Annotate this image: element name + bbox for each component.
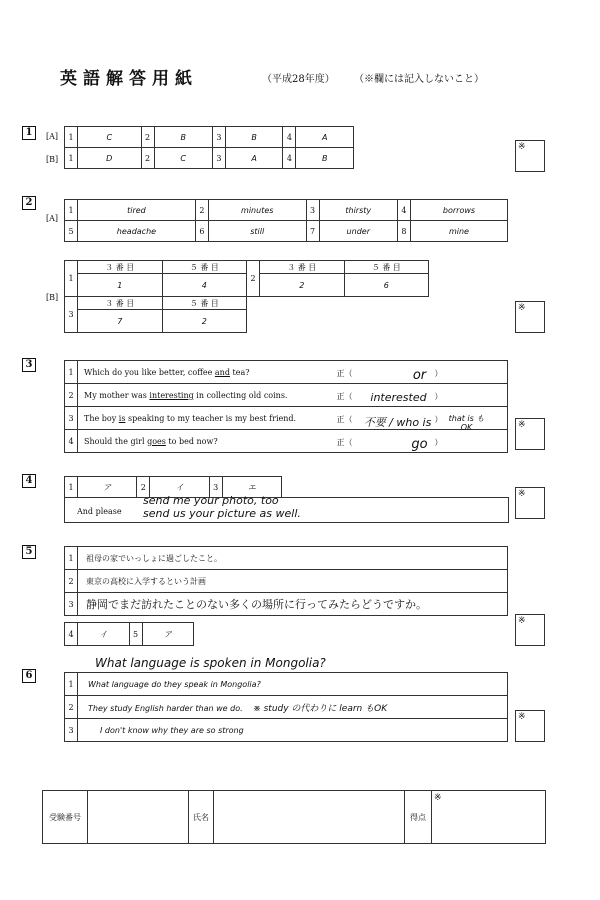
q2-b-label: [B] <box>46 293 59 302</box>
q3-close: ） <box>434 414 443 424</box>
q3-pre: Should the girl <box>84 436 148 446</box>
q5-answer: 静岡でまだ訪れたことのない多くの場所に行ってみたらどうですか。 <box>78 593 508 616</box>
question-number-3: 3 <box>22 358 36 372</box>
col-5th-header: ５ 番 目 <box>344 261 429 274</box>
q4-answer: ア <box>78 477 137 498</box>
q2-answer: tired <box>78 200 196 221</box>
q3-close: ） <box>434 368 443 378</box>
q2-b-num: 3 <box>65 297 78 333</box>
col-5th-header: ５ 番 目 <box>162 297 247 310</box>
q2-b-answer: 2 <box>260 274 345 297</box>
q5-num: 1 <box>65 547 78 570</box>
q2-answer: headache <box>78 221 196 242</box>
q3-post: tea? <box>229 367 250 377</box>
q3-pre: The boy <box>84 413 119 423</box>
q6-above-line: What language is spoken in Mongolia? <box>95 656 326 670</box>
q4-answer: エ <box>222 477 281 498</box>
q3-correct: 正（ <box>336 368 353 378</box>
q3-sentence <box>78 407 508 430</box>
q5-num: 3 <box>65 593 78 616</box>
instruction-note: （※欄には記入しないこと） <box>354 74 484 85</box>
q2-a-table <box>64 199 508 242</box>
q1-num: 1 <box>65 127 78 148</box>
question-number-4: 4 <box>22 474 36 488</box>
q2-a-label: [A] <box>46 214 59 223</box>
q2-b-answer: 1 <box>78 274 163 297</box>
q1-answer: D <box>78 148 142 169</box>
q2-num: 5 <box>65 221 78 242</box>
q3-post: speaking to my teacher is my best friend. <box>125 413 297 423</box>
q1-answer: B <box>296 148 354 169</box>
q2-b-num: 2 <box>247 261 260 297</box>
q2-num: 3 <box>306 200 319 221</box>
q1-a-label: [A] <box>46 132 59 141</box>
q1-num: 3 <box>212 148 225 169</box>
exam-number-field[interactable] <box>88 791 189 844</box>
q5-choice: ア <box>142 623 194 646</box>
q2-answer: still <box>208 221 306 242</box>
q3-correct: 正（ <box>336 437 353 447</box>
q2-num: 1 <box>65 200 78 221</box>
q1-num: 3 <box>212 127 225 148</box>
score-box-3: ※ <box>515 418 545 450</box>
q3-table <box>64 360 508 453</box>
question-number-1: 1 <box>22 126 36 140</box>
footer-table <box>42 790 546 844</box>
q4-num: 2 <box>137 477 150 498</box>
score-box-1: ※ <box>515 140 545 172</box>
q3-answer: 不要 / who is <box>363 415 432 429</box>
q6-num: 2 <box>65 696 78 719</box>
q3-answer: go <box>411 436 428 452</box>
q4-prefix: And please <box>77 507 122 516</box>
q3-sentence <box>78 430 508 453</box>
q5-choice: イ <box>78 623 130 646</box>
q2-b-answer: 2 <box>162 310 247 333</box>
q3-sentence <box>78 361 508 384</box>
q2-num: 8 <box>397 221 410 242</box>
q1-answer: B <box>225 127 283 148</box>
q3-post: to bed now? <box>165 436 218 446</box>
q3-pre: My mother was <box>84 390 150 400</box>
q2-b-answer: 4 <box>162 274 247 297</box>
name-label: 氏名 <box>189 791 214 844</box>
q5-choice-table <box>64 622 194 646</box>
q1-answer-table <box>64 126 354 169</box>
q4-num: 3 <box>209 477 222 498</box>
q6-num: 3 <box>65 719 78 742</box>
q4-num: 1 <box>65 477 78 498</box>
page-title: 英語解答用紙 <box>60 69 198 89</box>
q2-b-table-bottom <box>64 296 247 333</box>
q1-num: 2 <box>141 127 154 148</box>
q2-num: 7 <box>306 221 319 242</box>
q3-underlined: is <box>118 413 126 423</box>
q1-num: 1 <box>65 148 78 169</box>
q1-num: 2 <box>141 148 154 169</box>
q6-table <box>64 672 508 742</box>
q5-num: 2 <box>65 570 78 593</box>
score-box-4: ※ <box>515 487 545 519</box>
col-3rd-header: ３ 番 目 <box>260 261 345 274</box>
exam-number-label: 受験番号 <box>43 791 88 844</box>
q2-b-table-top <box>64 260 429 297</box>
q5-num: 5 <box>129 623 142 646</box>
col-5th-header: ５ 番 目 <box>162 261 247 274</box>
q6-note: ※ study の代わりに learn もOK <box>253 703 388 714</box>
q3-close: ） <box>434 391 443 401</box>
q3-close: ） <box>434 437 443 447</box>
q1-num: 4 <box>283 148 296 169</box>
q4-answer: イ <box>150 477 209 498</box>
question-number-2: 2 <box>22 196 36 210</box>
question-number-5: 5 <box>22 545 36 559</box>
q4-sentence-box <box>64 494 509 523</box>
q4-answer-line-2: send us your picture as well. <box>143 507 301 520</box>
question-number-6: 6 <box>22 669 36 683</box>
q2-answer: borrows <box>410 200 507 221</box>
q5-num: 4 <box>65 623 78 646</box>
q6-answer-row <box>78 696 508 719</box>
col-3rd-header: ３ 番 目 <box>78 261 163 274</box>
q3-pre: Which do you like better, coffee <box>84 367 215 377</box>
q2-num: 6 <box>195 221 208 242</box>
q1-answer: A <box>225 148 283 169</box>
q5-answer: 東京の高校に入学するという計画 <box>78 570 508 593</box>
q1-answer: A <box>296 127 354 148</box>
q2-num: 2 <box>195 200 208 221</box>
q1-answer: B <box>154 127 212 148</box>
q1-answer: C <box>154 148 212 169</box>
q5-table <box>64 546 508 616</box>
q3-side-note: that is もOK <box>448 413 485 432</box>
q1-b-label: [B] <box>46 155 59 164</box>
q3-answer: or <box>412 367 427 383</box>
q3-num: 4 <box>65 430 78 453</box>
q3-sentence <box>78 384 508 407</box>
q2-answer: under <box>319 221 397 242</box>
q6-answer: They study English harder than we do. <box>88 703 243 713</box>
q3-post: in collecting old coins. <box>193 390 288 400</box>
q4-answer-line-1: send me your photo, too <box>143 494 279 507</box>
name-field[interactable] <box>214 791 405 844</box>
q6-num: 1 <box>65 673 78 696</box>
score-box-5: ※ <box>515 614 545 646</box>
q2-answer: thirsty <box>319 200 397 221</box>
q3-underlined: interesting <box>149 390 194 400</box>
q1-num: 4 <box>283 127 296 148</box>
q2-answer: minutes <box>208 200 306 221</box>
score-box-6: ※ <box>515 710 545 742</box>
col-3rd-header: ３ 番 目 <box>78 297 163 310</box>
total-score-field: ※ <box>432 791 546 844</box>
q3-underlined: goes <box>147 436 166 446</box>
q3-underlined: and <box>214 367 230 377</box>
q3-correct: 正（ <box>336 414 353 424</box>
score-label: 得点 <box>405 791 432 844</box>
q6-answer: What language do they speak in Mongolia? <box>78 673 508 696</box>
q3-answer: interested <box>370 390 427 404</box>
q5-answer: 祖母の家でいっしょに過ごしたこと。 <box>78 547 508 570</box>
q3-num: 2 <box>65 384 78 407</box>
year-label: （平成28年度） <box>262 74 335 85</box>
q6-answer: I don't know why they are so strong <box>78 719 508 742</box>
q3-correct: 正（ <box>336 391 353 401</box>
q3-num: 3 <box>65 407 78 430</box>
q2-answer: mine <box>410 221 507 242</box>
q2-b-answer: 7 <box>78 310 163 333</box>
q2-b-num: 1 <box>65 261 78 297</box>
q3-num: 1 <box>65 361 78 384</box>
q2-b-answer: 6 <box>344 274 429 297</box>
score-box-2: ※ <box>515 301 545 333</box>
q2-num: 4 <box>397 200 410 221</box>
q1-answer: C <box>78 127 142 148</box>
